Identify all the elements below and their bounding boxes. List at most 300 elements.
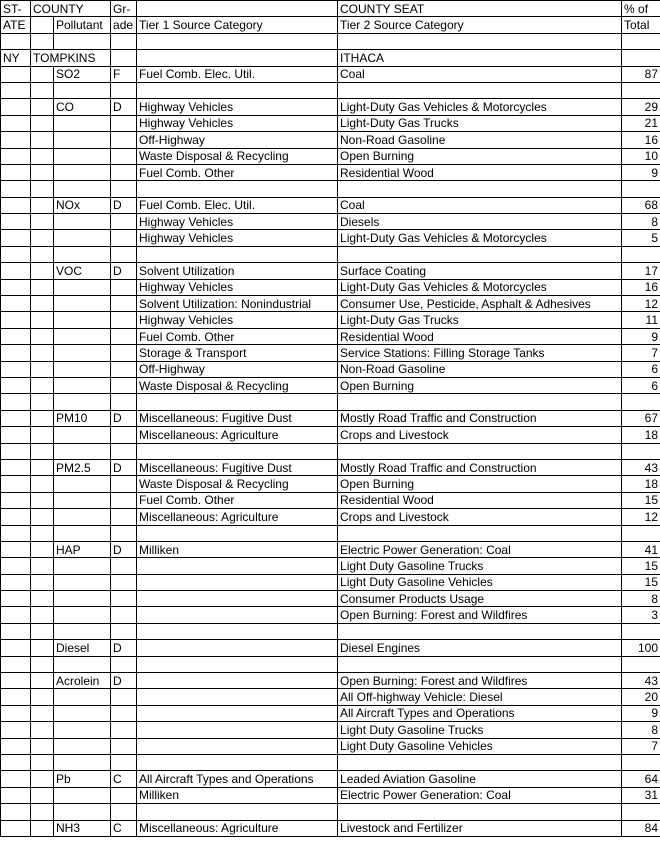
grade-cell	[111, 427, 137, 443]
table-row	[1, 787, 660, 803]
grade-cell: D	[111, 197, 137, 213]
tier2-cell: Surface Coating	[338, 263, 622, 279]
table-row	[1, 541, 660, 557]
table-row	[1, 328, 660, 344]
county-cell	[31, 296, 54, 312]
county-cell	[31, 591, 54, 607]
tier2-cell: Light Duty Gasoline Trucks	[338, 722, 622, 738]
percent-cell: 15	[622, 492, 660, 508]
grade-cell	[111, 705, 137, 721]
pollutant-cell	[54, 689, 111, 705]
county-cell	[31, 820, 54, 836]
pollutant-cell: Acrolein	[54, 673, 111, 689]
county-cell	[31, 476, 54, 492]
table-row	[1, 181, 660, 197]
pollutant-cell	[54, 345, 111, 361]
state-cell	[1, 656, 31, 672]
table-row	[1, 132, 660, 148]
county-cell	[31, 492, 54, 508]
percent-cell	[622, 82, 660, 98]
grade-cell	[111, 328, 137, 344]
tier2-cell: Residential Wood	[338, 164, 622, 180]
grade-cell	[111, 738, 137, 754]
percent-cell: 17	[622, 263, 660, 279]
county-cell	[31, 738, 54, 754]
pollutant-cell	[54, 214, 111, 230]
state-cell	[1, 525, 31, 541]
table-row	[1, 673, 660, 689]
county-cell	[31, 345, 54, 361]
state-cell	[1, 115, 31, 131]
state-cell	[1, 640, 31, 656]
table-row	[1, 722, 660, 738]
pollutant-cell: PM10	[54, 410, 111, 426]
county-cell	[31, 279, 54, 295]
header-tier1-top	[137, 1, 338, 17]
grade-cell	[111, 312, 137, 328]
pollutant-cell: Pb	[54, 771, 111, 787]
table-row	[1, 459, 660, 475]
tier1-cell	[137, 656, 338, 672]
pollutant-cell	[54, 623, 111, 639]
state-cell	[1, 673, 31, 689]
tier2-cell: ITHACA	[338, 50, 622, 66]
pollutant-cell	[54, 230, 111, 246]
table-row	[1, 525, 660, 541]
tier2-cell: Coal	[338, 197, 622, 213]
pollutant-cell: NH3	[54, 820, 111, 836]
tier1-cell: Fuel Comb. Elec. Util.	[137, 66, 338, 82]
state-cell	[1, 689, 31, 705]
state-cell	[1, 591, 31, 607]
tier1-cell: Waste Disposal & Recycling	[137, 148, 338, 164]
grade-cell	[111, 148, 137, 164]
tier2-cell: Non-Road Gasoline	[338, 132, 622, 148]
grade-cell	[111, 361, 137, 377]
table-row	[1, 230, 660, 246]
state-cell	[1, 214, 31, 230]
county-cell	[31, 164, 54, 180]
county-cell	[31, 787, 54, 803]
county-cell	[31, 459, 54, 475]
county-cell	[31, 754, 54, 770]
table-row	[1, 115, 660, 131]
tier2-cell: Diesels	[338, 214, 622, 230]
grade-cell	[111, 656, 137, 672]
county-cell	[31, 263, 54, 279]
percent-cell: 21	[622, 115, 660, 131]
county-cell	[31, 722, 54, 738]
grade-cell	[111, 787, 137, 803]
state-cell	[1, 427, 31, 443]
county-cell	[31, 427, 54, 443]
state-cell	[1, 738, 31, 754]
tier1-cell	[137, 394, 338, 410]
grade-cell: D	[111, 410, 137, 426]
tier1-cell	[137, 673, 338, 689]
state-cell	[1, 296, 31, 312]
state-cell	[1, 263, 31, 279]
pollutant-cell	[54, 804, 111, 820]
state-cell	[1, 623, 31, 639]
percent-cell	[622, 181, 660, 197]
percent-cell	[622, 623, 660, 639]
state-cell	[1, 754, 31, 770]
state-cell	[1, 509, 31, 525]
tier2-cell: Electric Power Generation: Coal	[338, 787, 622, 803]
county-cell	[31, 394, 54, 410]
table-row	[1, 361, 660, 377]
tier2-cell: Crops and Livestock	[338, 427, 622, 443]
header-pct-bottom: Total	[622, 17, 660, 33]
tier2-cell: Mostly Road Traffic and Construction	[338, 459, 622, 475]
tier2-cell: Crops and Livestock	[338, 509, 622, 525]
table-row	[1, 640, 660, 656]
table-row	[1, 82, 660, 98]
tier2-cell: Open Burning	[338, 148, 622, 164]
grade-cell	[111, 476, 137, 492]
table-row	[1, 443, 660, 459]
percent-cell: 31	[622, 787, 660, 803]
tier1-cell	[137, 754, 338, 770]
tier2-cell: All Off-highway Vehicle: Diesel	[338, 689, 622, 705]
pollutant-cell: NOx	[54, 197, 111, 213]
pollutant-cell: Diesel	[54, 640, 111, 656]
percent-cell: 15	[622, 558, 660, 574]
tier2-cell: Light-Duty Gas Trucks	[338, 115, 622, 131]
state-cell	[1, 722, 31, 738]
state-cell	[1, 279, 31, 295]
tier2-cell	[338, 246, 622, 262]
pollutant-cell	[54, 148, 111, 164]
tier1-cell: Highway Vehicles	[137, 279, 338, 295]
table-row	[1, 705, 660, 721]
county-cell	[31, 328, 54, 344]
percent-cell: 10	[622, 148, 660, 164]
tier1-cell: Fuel Comb. Other	[137, 328, 338, 344]
county-cell	[31, 33, 54, 49]
percent-cell: 12	[622, 509, 660, 525]
percent-cell: 43	[622, 673, 660, 689]
grade-cell: D	[111, 640, 137, 656]
county-cell	[31, 181, 54, 197]
state-cell	[1, 132, 31, 148]
tier2-cell: Open Burning: Forest and Wildfires	[338, 607, 622, 623]
percent-cell	[622, 246, 660, 262]
county-cell: TOMPKINS	[31, 50, 111, 66]
table-row	[1, 296, 660, 312]
county-cell	[31, 197, 54, 213]
grade-cell	[111, 50, 137, 66]
tier1-cell: Milliken	[137, 787, 338, 803]
tier1-cell	[137, 558, 338, 574]
state-cell	[1, 443, 31, 459]
tier1-cell: Fuel Comb. Other	[137, 164, 338, 180]
state-cell	[1, 574, 31, 590]
county-cell	[31, 574, 54, 590]
pollutant-cell	[54, 787, 111, 803]
pollutant-cell	[54, 607, 111, 623]
state-cell	[1, 476, 31, 492]
tier2-cell	[338, 181, 622, 197]
tier1-cell: Solvent Utilization	[137, 263, 338, 279]
state-cell	[1, 312, 31, 328]
tier1-cell: Solvent Utilization: Nonindustrial	[137, 296, 338, 312]
pollutant-cell	[54, 246, 111, 262]
pollutant-cell	[54, 574, 111, 590]
state-cell	[1, 246, 31, 262]
tier1-cell: Off-Highway	[137, 132, 338, 148]
table-row	[1, 427, 660, 443]
county-cell	[31, 82, 54, 98]
tier2-cell: Residential Wood	[338, 492, 622, 508]
table-row	[1, 476, 660, 492]
tier2-cell: Residential Wood	[338, 328, 622, 344]
header-row-1	[1, 1, 660, 17]
tier1-cell	[137, 50, 338, 66]
grade-cell	[111, 230, 137, 246]
tier1-cell	[137, 525, 338, 541]
percent-cell: 41	[622, 541, 660, 557]
tier2-cell: Non-Road Gasoline	[338, 361, 622, 377]
pollutant-cell	[54, 328, 111, 344]
table-row	[1, 312, 660, 328]
pollutant-cell	[54, 164, 111, 180]
grade-cell	[111, 132, 137, 148]
percent-cell: 8	[622, 722, 660, 738]
grade-cell	[111, 345, 137, 361]
table-row	[1, 754, 660, 770]
county-cell	[31, 541, 54, 557]
tier2-cell: Diesel Engines	[338, 640, 622, 656]
percent-cell: 9	[622, 164, 660, 180]
table-row	[1, 492, 660, 508]
table-row	[1, 558, 660, 574]
state-cell	[1, 787, 31, 803]
grade-cell: D	[111, 99, 137, 115]
tier2-cell	[338, 656, 622, 672]
county-cell	[31, 607, 54, 623]
county-cell	[31, 148, 54, 164]
county-cell	[31, 66, 54, 82]
pollutant-cell: SO2	[54, 66, 111, 82]
tier1-cell: Miscellaneous: Agriculture	[137, 427, 338, 443]
tier2-cell: Consumer Products Usage	[338, 591, 622, 607]
table-row	[1, 197, 660, 213]
pollutant-cell	[54, 558, 111, 574]
state-cell	[1, 230, 31, 246]
tier2-cell: Mostly Road Traffic and Construction	[338, 410, 622, 426]
percent-cell: 8	[622, 214, 660, 230]
county-cell	[31, 312, 54, 328]
tier1-cell: Miscellaneous: Fugitive Dust	[137, 410, 338, 426]
state-cell	[1, 820, 31, 836]
tier1-cell	[137, 82, 338, 98]
state-cell	[1, 541, 31, 557]
grade-cell	[111, 279, 137, 295]
percent-cell	[622, 50, 660, 66]
percent-cell: 15	[622, 574, 660, 590]
grade-cell	[111, 754, 137, 770]
tier1-cell: Fuel Comb. Other	[137, 492, 338, 508]
grade-cell	[111, 214, 137, 230]
percent-cell: 18	[622, 476, 660, 492]
state-cell	[1, 66, 31, 82]
tier1-cell	[137, 722, 338, 738]
state-cell	[1, 181, 31, 197]
tier1-cell	[137, 574, 338, 590]
tier2-cell: Coal	[338, 66, 622, 82]
table-row	[1, 804, 660, 820]
percent-cell: 20	[622, 689, 660, 705]
grade-cell	[111, 591, 137, 607]
table-row	[1, 509, 660, 525]
table-row	[1, 574, 660, 590]
pollutant-cell	[54, 296, 111, 312]
percent-cell: 100	[622, 640, 660, 656]
county-cell	[31, 377, 54, 393]
table-row	[1, 50, 660, 66]
percent-cell	[622, 525, 660, 541]
county-cell	[31, 246, 54, 262]
grade-cell: C	[111, 771, 137, 787]
tier1-cell	[137, 738, 338, 754]
grade-cell	[111, 33, 137, 49]
table-row	[1, 99, 660, 115]
grade-cell: C	[111, 820, 137, 836]
tier2-cell	[338, 525, 622, 541]
percent-cell: 64	[622, 771, 660, 787]
county-cell	[31, 525, 54, 541]
grade-cell	[111, 296, 137, 312]
pollutant-cell	[54, 476, 111, 492]
percent-cell: 87	[622, 66, 660, 82]
tier2-cell: Electric Power Generation: Coal	[338, 541, 622, 557]
tier1-cell: Highway Vehicles	[137, 115, 338, 131]
table-row	[1, 771, 660, 787]
table-row	[1, 607, 660, 623]
percent-cell: 18	[622, 427, 660, 443]
grade-cell	[111, 246, 137, 262]
state-cell	[1, 99, 31, 115]
pollutant-cell	[54, 427, 111, 443]
tier1-cell	[137, 623, 338, 639]
tier1-cell	[137, 607, 338, 623]
table-row	[1, 214, 660, 230]
grade-cell: D	[111, 673, 137, 689]
grade-cell: D	[111, 459, 137, 475]
percent-cell: 9	[622, 328, 660, 344]
grade-cell	[111, 492, 137, 508]
tier1-cell: Waste Disposal & Recycling	[137, 377, 338, 393]
percent-cell	[622, 754, 660, 770]
header-tier2: Tier 2 Source Category	[338, 17, 622, 33]
pollutant-cell	[54, 738, 111, 754]
tier2-cell: Service Stations: Filling Storage Tanks	[338, 345, 622, 361]
state-cell	[1, 607, 31, 623]
tier1-cell: Miscellaneous: Fugitive Dust	[137, 459, 338, 475]
tier1-cell: Miscellaneous: Agriculture	[137, 820, 338, 836]
header-grade-bottom: ade	[111, 17, 137, 33]
pollutant-cell	[54, 443, 111, 459]
header-tier1: Tier 1 Source Category	[137, 17, 338, 33]
tier1-cell: Highway Vehicles	[137, 230, 338, 246]
percent-cell	[622, 394, 660, 410]
tier2-cell	[338, 623, 622, 639]
tier1-cell: Fuel Comb. Elec. Util.	[137, 197, 338, 213]
table-body	[1, 1, 660, 837]
table-row	[1, 279, 660, 295]
tier2-cell	[338, 443, 622, 459]
tier2-cell	[338, 82, 622, 98]
county-cell	[31, 99, 54, 115]
county-cell	[31, 673, 54, 689]
tier2-cell: Open Burning: Forest and Wildfires	[338, 673, 622, 689]
grade-cell	[111, 509, 137, 525]
percent-cell: 16	[622, 132, 660, 148]
tier1-cell: Off-Highway	[137, 361, 338, 377]
header-row-2	[1, 17, 660, 33]
percent-cell: 9	[622, 705, 660, 721]
pollutant-cell: VOC	[54, 263, 111, 279]
pollutant-cell	[54, 33, 111, 49]
state-cell	[1, 804, 31, 820]
header-county-seat: COUNTY SEAT	[338, 1, 622, 17]
grade-cell	[111, 558, 137, 574]
table-row	[1, 164, 660, 180]
grade-cell	[111, 82, 137, 98]
state-cell	[1, 394, 31, 410]
tier1-cell	[137, 443, 338, 459]
percent-cell: 6	[622, 361, 660, 377]
tier2-cell: Light Duty Gasoline Vehicles	[338, 738, 622, 754]
tier1-cell	[137, 246, 338, 262]
percent-cell: 16	[622, 279, 660, 295]
tier1-cell: Milliken	[137, 541, 338, 557]
tier2-cell: Light-Duty Gas Vehicles & Motorcycles	[338, 99, 622, 115]
county-cell	[31, 640, 54, 656]
state-cell	[1, 361, 31, 377]
tier2-cell: Light Duty Gasoline Trucks	[338, 558, 622, 574]
pollutant-cell	[54, 394, 111, 410]
tier1-cell: Highway Vehicles	[137, 214, 338, 230]
table-row	[1, 377, 660, 393]
percent-cell: 84	[622, 820, 660, 836]
county-cell	[31, 656, 54, 672]
table-row	[1, 410, 660, 426]
county-cell	[31, 230, 54, 246]
tier1-cell	[137, 689, 338, 705]
pollutant-cell	[54, 279, 111, 295]
pollutant-cell	[54, 722, 111, 738]
header-pollutant: Pollutant	[54, 17, 111, 33]
tier2-cell: Light-Duty Gas Trucks	[338, 312, 622, 328]
tier2-cell: Open Burning	[338, 476, 622, 492]
pollutant-cell	[54, 181, 111, 197]
table-row	[1, 656, 660, 672]
state-cell	[1, 771, 31, 787]
state-cell	[1, 345, 31, 361]
header-county-top: COUNTY	[31, 1, 111, 17]
table-row	[1, 33, 660, 49]
table-row	[1, 263, 660, 279]
tier1-cell	[137, 181, 338, 197]
percent-cell: 43	[622, 459, 660, 475]
state-cell	[1, 459, 31, 475]
tier2-cell	[338, 754, 622, 770]
tier1-cell	[137, 591, 338, 607]
state-cell	[1, 410, 31, 426]
